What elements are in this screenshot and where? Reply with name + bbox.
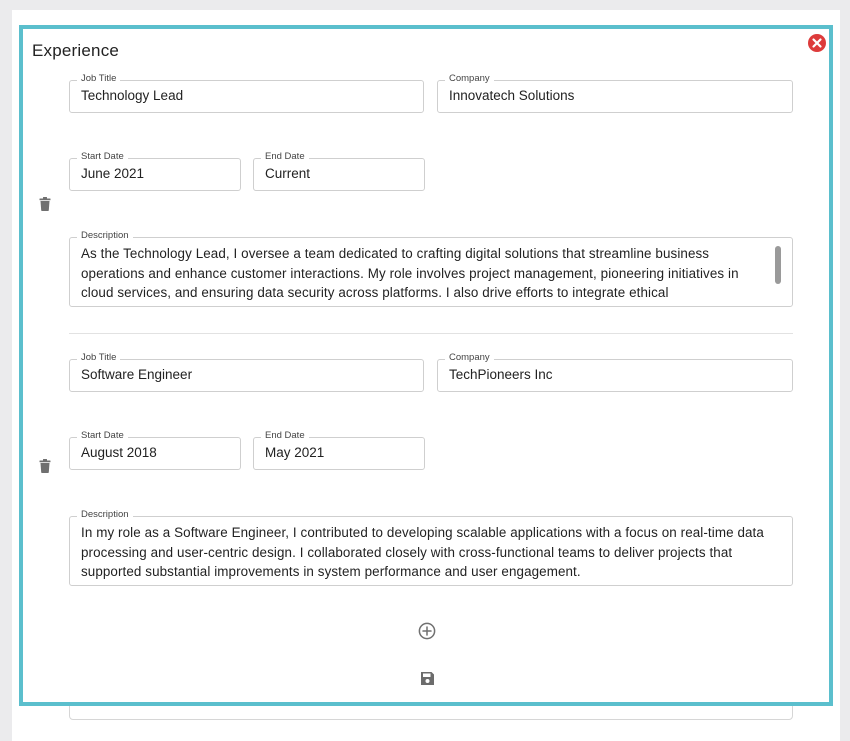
job-title-value: Technology Lead (81, 88, 184, 103)
add-entry-plus-circle-icon[interactable] (418, 622, 436, 640)
panel-title: Experience (32, 41, 120, 60)
description-textarea[interactable] (69, 509, 793, 586)
company-label: Company (445, 73, 494, 85)
delete-entry-1-trash-icon[interactable] (39, 197, 51, 211)
end-date-value: May 2021 (265, 445, 325, 460)
company-field[interactable] (437, 352, 793, 392)
description-scrollbar[interactable] (773, 243, 784, 301)
experience-panel (19, 25, 833, 706)
job-title-label: Job Title (77, 73, 120, 85)
end-date-label: End Date (261, 430, 309, 442)
entry-divider (69, 333, 793, 334)
delete-entry-2-trash-icon[interactable] (39, 459, 51, 473)
description-label: Description (77, 509, 133, 521)
start-date-value: August 2018 (81, 445, 157, 460)
company-value: Innovatech Solutions (449, 88, 575, 103)
company-value: TechPioneers Inc (449, 367, 553, 382)
end-date-field[interactable] (253, 151, 425, 191)
job-title-label: Job Title (77, 352, 120, 364)
end-date-field[interactable] (253, 430, 425, 470)
start-date-label: Start Date (77, 151, 128, 163)
description-textarea[interactable] (69, 230, 793, 307)
start-date-field[interactable] (69, 151, 241, 191)
start-date-value: June 2021 (81, 166, 145, 181)
job-title-field[interactable] (69, 352, 424, 392)
description-label: Description (77, 230, 133, 242)
end-date-value: Current (265, 166, 311, 181)
close-icon[interactable] (808, 34, 826, 52)
start-date-label: Start Date (77, 430, 128, 442)
company-label: Company (445, 352, 494, 364)
scrollbar-thumb[interactable] (775, 246, 781, 284)
job-title-value: Software Engineer (81, 367, 193, 382)
start-date-field[interactable] (69, 430, 241, 470)
save-floppy-disk-icon[interactable] (420, 671, 435, 686)
job-title-field[interactable] (69, 73, 424, 113)
company-field[interactable] (437, 73, 793, 113)
description-value: In my role as a Software Engineer, I contributed to developing scalable applications with a focus on real-time data processing and user-centric design. I collaborated closely with cross-functional teams to deliver projects that supported substantial improvements in system performance and user engagement. (81, 525, 764, 579)
end-date-label: End Date (261, 151, 309, 163)
description-value: As the Technology Lead, I oversee a team dedicated to crafting digital solutions that streamline business operations and enhance customer interactions. My role involves project management, pioneering initiatives in cloud services, and ensuring data security across platforms. I also drive efforts to integrate ethical (81, 246, 739, 300)
